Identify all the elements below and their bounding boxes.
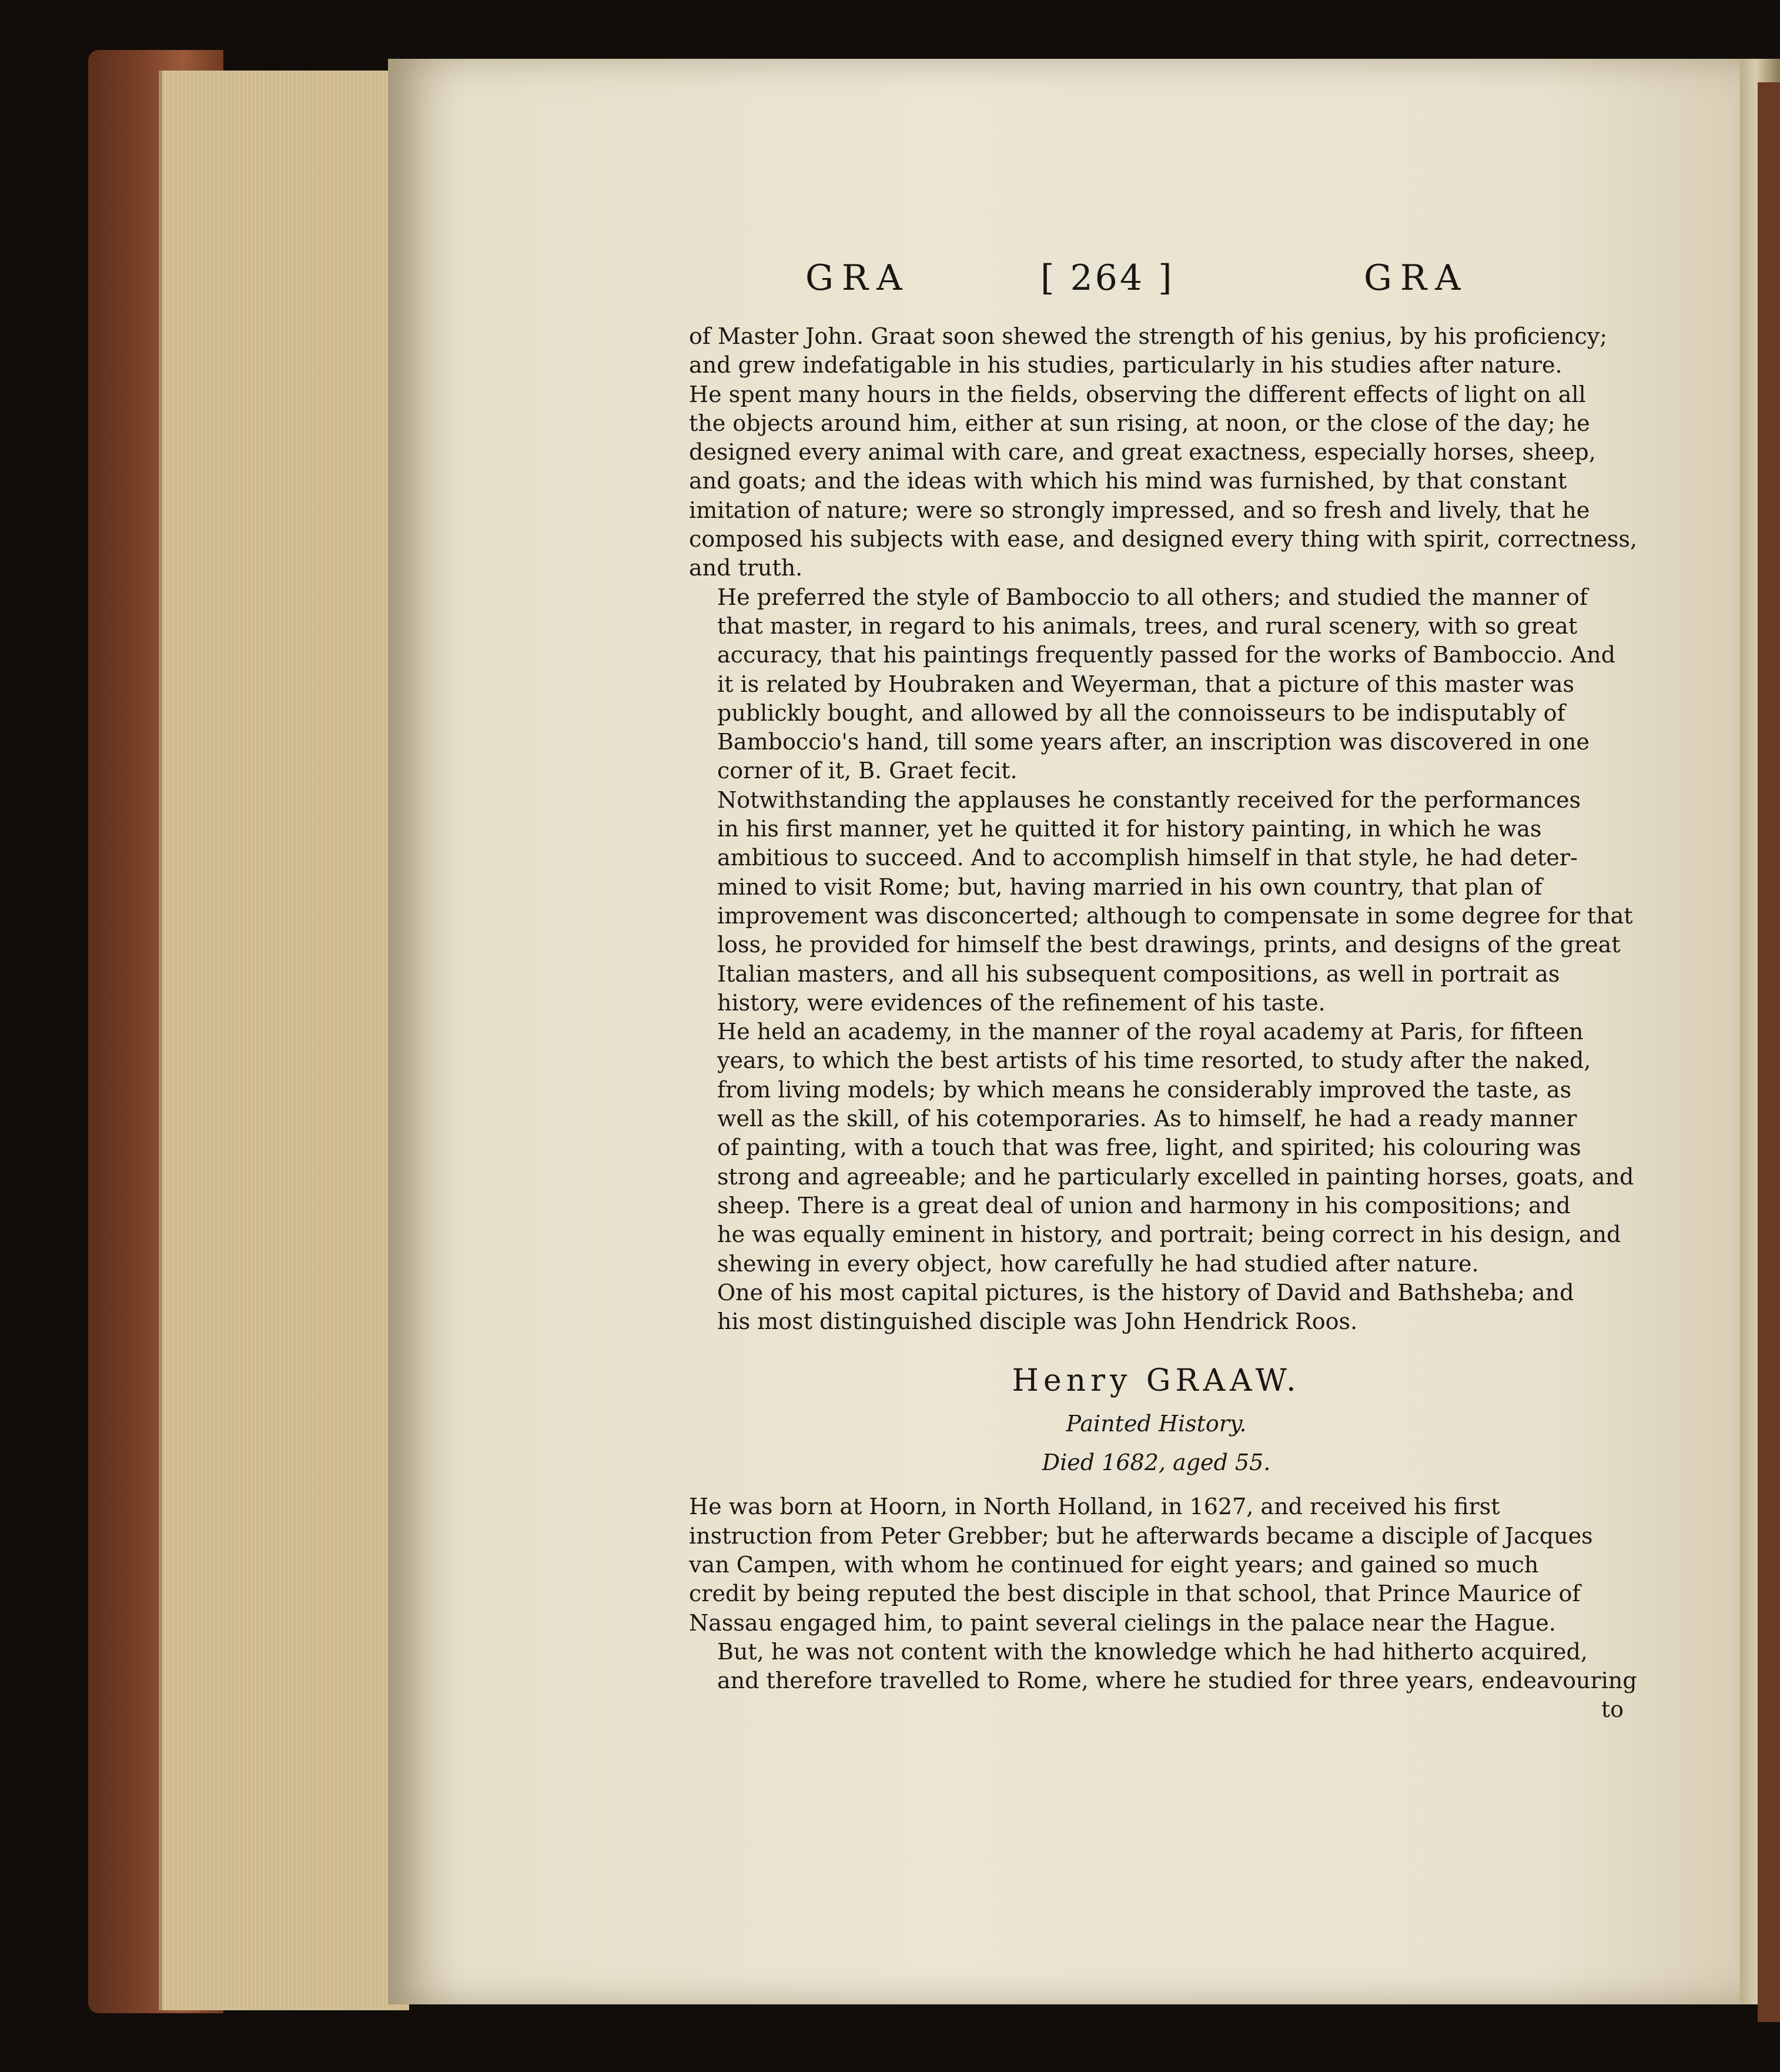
text-line: and grew indefatigable in his studies, particularly in his studies after nature. [689,352,1562,379]
text-line: his most distinguished disciple was John Hendrick Roos. [717,1308,1358,1335]
entry-heading: Henry GRAAW. [1012,1363,1301,1399]
paragraph [689,1638,1637,1696]
book-cover-right [1758,82,1780,2022]
text-line: history, were evidences of the refinement of his taste. [717,989,1326,1016]
text-line: the objects around him, either at sun rising, at noon, or the close of the day; he [689,410,1590,436]
paragraph [689,1492,1624,1637]
text-line: mined to visit Rome; but, having married in his own country, that plan of [717,873,1543,900]
text-line: and therefore travelled to Rome, where he studied for three years, endeavouring [717,1668,1637,1694]
text-line: He held an academy, in the manner of the royal academy at Paris, for fifteen [717,1019,1584,1045]
paragraph [689,583,1624,786]
text-line: sheep. There is a great deal of union and harmony in his compositions; and [717,1192,1571,1219]
text-line: years, to which the best artists of his time resorted, to study after the naked, [717,1047,1591,1074]
text-line: designed every animal with care, and great exactness, especially horses, sheep, [689,439,1596,466]
text-line: credit by being reputed the best disciple in that school, that Prince Maurice of [689,1581,1581,1607]
spacer [689,1482,1624,1492]
text-line: But, he was not content with the knowledge which he had hitherto acquired, [717,1638,1588,1665]
text-line: He was born at Hoorn, in North Holland, in 1627, and received his first [689,1494,1500,1520]
text-line: that master, in regard to his animals, trees, and rural scenery, with so great [717,612,1578,639]
text-line: corner of it, B. Graet fecit. [717,758,1018,784]
text-line: strong and agreeable; and he particularly excelled in painting horses, goats, and [717,1163,1634,1190]
text-line: shewing in every object, how carefully he had studied after nature. [717,1250,1479,1277]
text-line: of painting, with a touch that was free, light, and spirited; his colouring was [717,1134,1581,1161]
text-line: accuracy, that his paintings frequently passed for the works of Bamboccio. And [717,642,1615,668]
page-text [689,322,1637,1724]
page-number: [ 264 ] [1040,257,1175,299]
paragraph [689,1278,1624,1337]
text-line: Bamboccio's hand, till some years after, an inscription was discovered in one [717,729,1590,755]
text-line: ambitious to succeed. And to accomplish himself in that style, he had deter- [717,845,1578,871]
text-line: and goats; and the ideas with which his mind was furnished, by that constant [689,468,1567,494]
paragraph [689,322,1637,583]
text-line: from living models; by which means he considerably improved the taste, as [717,1076,1572,1103]
text-line: van Campen, with whom he continued for eight years; and gained so much [689,1551,1539,1578]
page-edges [159,71,409,2010]
catchword: to [1601,1696,1624,1723]
header-left: GRA [805,257,911,299]
text-line: of Master John. Graat soon shewed the strength of his genius, by his proficiency; [689,323,1608,349]
text-line: He preferred the style of Bamboccio to all others; and studied the manner of [717,584,1588,610]
text-line: composed his subjects with ease, and designed every thing with spirit, correctness, [689,526,1637,553]
running-header [805,257,1499,310]
header-right: GRA [1364,257,1469,299]
text-line: imitation of nature; were so strongly impressed, and so fresh and lively, that he [689,497,1590,523]
text-line: in his first manner, yet he quitted it for history painting, in which he was [717,816,1542,842]
text-line: publickly bought, and allowed by all the connoisseurs to be indisputably of [717,699,1565,726]
text-line: Nassau engaged him, to paint several cielings in the palace near the Hague. [689,1609,1556,1636]
text-line: it is related by Houbraken and Weyerman, that a picture of this master was [717,671,1574,697]
entry-specialty: Painted History. [1066,1411,1247,1437]
text-line: instruction from Peter Grebber; but he afterwards became a disciple of Jacques [689,1522,1593,1549]
text-line: improvement was disconcerted; although to compensate in some degree for that [717,902,1633,929]
section-graaw [689,1492,1637,1695]
paragraph [689,786,1633,1017]
text-line: loss, he provided for himself the best drawings, prints, and designs of the great [717,932,1621,958]
text-line: One of his most capital pictures, is the history of David and Bathsheba; and [717,1279,1574,1306]
paragraph [689,1017,1634,1278]
text-line: Italian masters, and all his subsequent compositions, as well in portrait as [717,960,1560,987]
section-graat [689,322,1637,1336]
text-line: he was equally eminent in history, and portrait; being correct in his design, and [717,1221,1621,1248]
entry-died: Died 1682, aged 55. [1042,1450,1271,1476]
text-line: He spent many hours in the fields, observing the different effects of light on all [689,381,1586,407]
text-line: and truth. [689,555,803,581]
text-line: Notwithstanding the applauses he constantly received for the performances [717,786,1581,813]
text-line: well as the skill, of his cotemporaries. As to himself, he had a ready manner [717,1106,1577,1132]
